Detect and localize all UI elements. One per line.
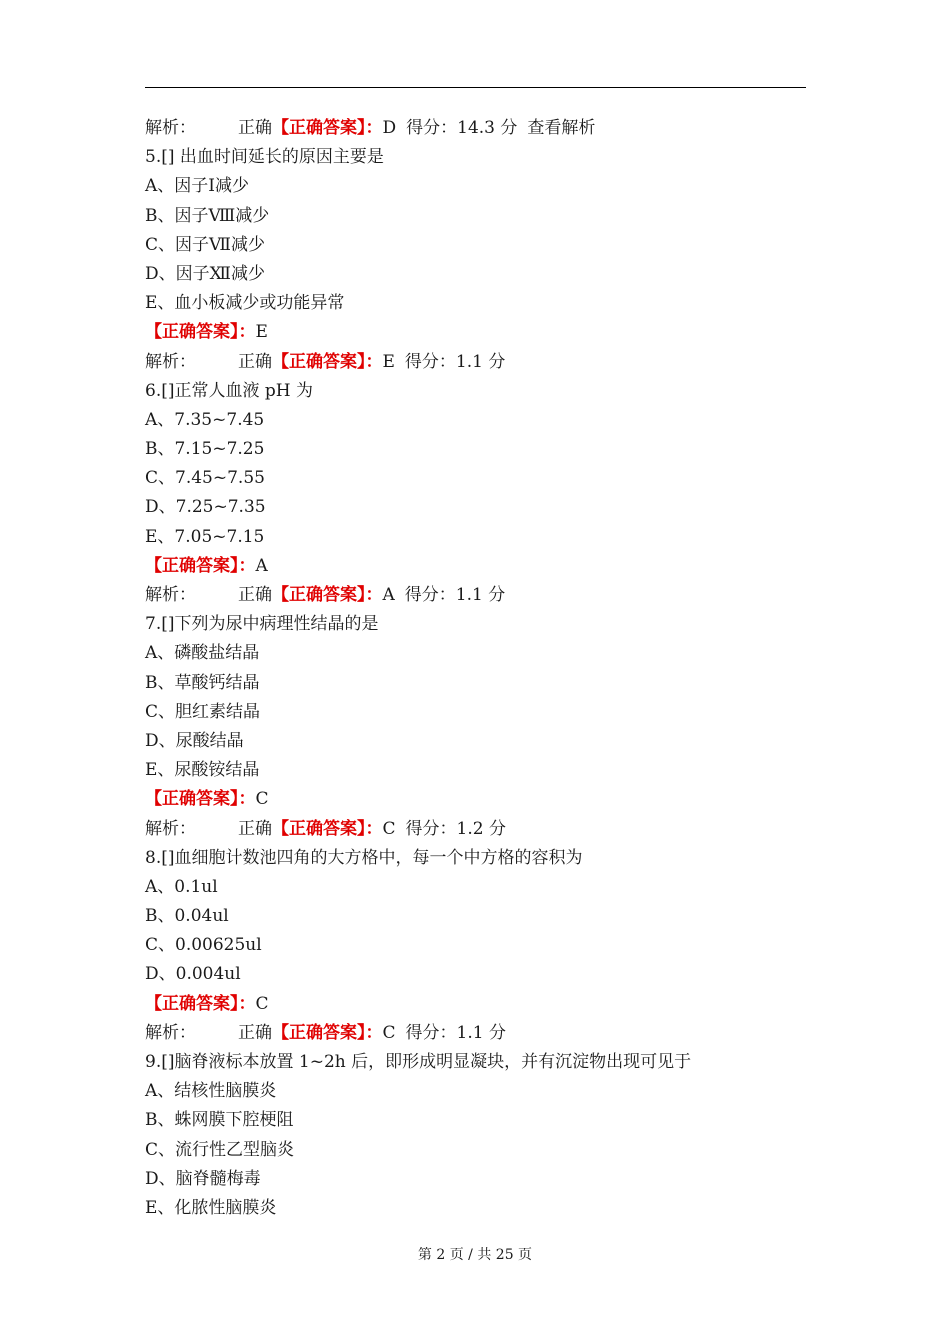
option-item: B、因子Ⅷ减少 bbox=[145, 205, 270, 226]
option-item: D、尿酸结晶 bbox=[145, 730, 244, 751]
option-item: A、因子Ⅰ减少 bbox=[145, 176, 249, 197]
option-item: B、草酸钙结晶 bbox=[145, 672, 260, 693]
score-text: 得分：1.2 分 bbox=[405, 818, 506, 839]
option-item: C、7.45~7.55 bbox=[145, 468, 265, 489]
status-text: 正确 bbox=[238, 818, 272, 839]
option-item: B、0.04ul bbox=[145, 906, 229, 927]
analysis-line bbox=[145, 114, 805, 143]
question-stem: 8.[]血细胞计数池四角的大方格中，每一个中方格的容积为 bbox=[145, 847, 583, 868]
answer-value: C bbox=[382, 818, 396, 839]
correct-answer-tag: 【正确答案】： bbox=[145, 789, 256, 810]
analysis-label: 解析： bbox=[145, 818, 196, 839]
status-text: 正确 bbox=[238, 585, 272, 605]
analysis-line bbox=[145, 581, 805, 610]
correct-answer-tag: 【正确答案】： bbox=[272, 118, 383, 138]
answer-value: E bbox=[255, 322, 268, 343]
option-item: D、7.25~7.35 bbox=[145, 497, 266, 518]
correct-answer-tag: 【正确答案】： bbox=[272, 585, 383, 605]
option-item: C、胆红素结晶 bbox=[145, 701, 261, 722]
analysis-label: 解析： bbox=[145, 118, 196, 138]
option-item: C、流行性乙型脑炎 bbox=[145, 1139, 295, 1160]
answer-value: D bbox=[382, 118, 397, 138]
option-item: C、因子Ⅶ减少 bbox=[145, 234, 265, 255]
analysis-line bbox=[145, 348, 805, 377]
correct-answer-line bbox=[145, 990, 805, 1019]
correct-answer-line bbox=[145, 552, 805, 581]
header-rule bbox=[145, 87, 806, 88]
analysis-line bbox=[145, 815, 805, 844]
answer-value: C bbox=[255, 993, 269, 1014]
score-text: 得分：1.1 分 bbox=[405, 1022, 506, 1043]
page-footer: 第 2 页 / 共 25 页 bbox=[417, 1247, 533, 1263]
analysis-label: 解析： bbox=[145, 1022, 196, 1043]
correct-answer-tag: 【正确答案】： bbox=[272, 818, 383, 839]
answer-value: E bbox=[382, 351, 395, 372]
correct-answer-line bbox=[145, 785, 805, 814]
analysis-label: 解析： bbox=[145, 585, 196, 605]
option-item: E、血小板减少或功能异常 bbox=[145, 293, 345, 314]
answer-value: A bbox=[382, 585, 395, 605]
view-analysis-link[interactable]: 查看解析 bbox=[527, 118, 596, 138]
score-text: 得分：14.3 分 bbox=[406, 118, 518, 138]
option-item: A、磷酸盐结晶 bbox=[145, 643, 260, 664]
correct-answer-tag: 【正确答案】： bbox=[145, 993, 256, 1014]
status-text: 正确 bbox=[238, 351, 272, 372]
status-text: 正确 bbox=[238, 1022, 272, 1043]
option-item: C、0.00625ul bbox=[145, 935, 262, 956]
option-item: A、0.1ul bbox=[145, 876, 218, 897]
option-item: B、7.15~7.25 bbox=[145, 439, 265, 460]
option-item: B、蛛网膜下腔梗阻 bbox=[145, 1110, 294, 1131]
option-item: A、结核性脑膜炎 bbox=[145, 1081, 277, 1102]
option-item: D、因子Ⅻ减少 bbox=[145, 263, 265, 284]
correct-answer-tag: 【正确答案】： bbox=[272, 351, 383, 372]
option-item: D、0.004ul bbox=[145, 964, 241, 985]
option-item: E、尿酸铵结晶 bbox=[145, 760, 260, 781]
answer-value: A bbox=[255, 555, 268, 576]
answer-value: C bbox=[255, 789, 269, 810]
option-item: D、脑脊髓梅毒 bbox=[145, 1168, 261, 1189]
question-stem: 6.[]正常人血液 pH 为 bbox=[145, 380, 313, 401]
document-body bbox=[145, 114, 805, 1223]
question-stem: 5.[] 出血时间延长的原因主要是 bbox=[145, 147, 384, 168]
option-item: E、化脓性脑膜炎 bbox=[145, 1197, 277, 1218]
option-item: A、7.35~7.45 bbox=[145, 409, 265, 430]
analysis-line bbox=[145, 1019, 805, 1048]
score-text: 得分：1.1 分 bbox=[404, 351, 506, 372]
answer-value: C bbox=[382, 1022, 396, 1043]
analysis-label: 解析： bbox=[145, 351, 196, 372]
option-item: E、7.05~7.15 bbox=[145, 526, 265, 547]
correct-answer-tag: 【正确答案】： bbox=[145, 555, 256, 576]
question-stem: 9.[]脑脊液标本放置 1~2h 后，即形成明显凝块，并有沉淀物出现可见于 bbox=[145, 1052, 692, 1072]
correct-answer-tag: 【正确答案】： bbox=[145, 322, 256, 343]
question-stem: 7.[]下列为尿中病理性结晶的是 bbox=[145, 614, 379, 635]
correct-answer-line bbox=[145, 318, 805, 347]
correct-answer-tag: 【正确答案】： bbox=[272, 1022, 383, 1043]
status-text: 正确 bbox=[238, 118, 272, 138]
score-text: 得分：1.1 分 bbox=[404, 585, 506, 605]
